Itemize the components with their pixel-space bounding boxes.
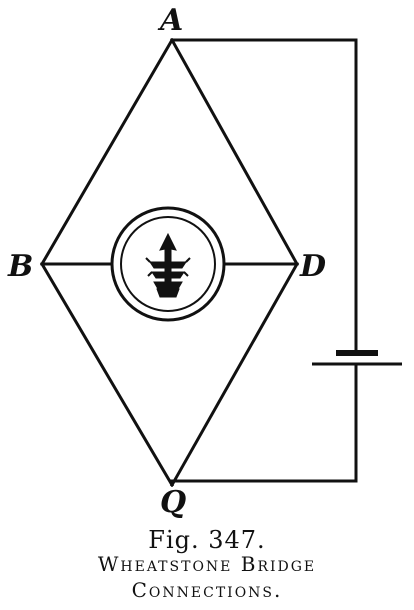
battery-wire-bottom: [172, 366, 356, 481]
caption-title-line-2: Connections.: [131, 578, 283, 602]
figure-number: Fig. 347.: [148, 526, 266, 554]
battery-icon: [312, 350, 402, 364]
node-label-right: D: [300, 249, 327, 284]
node-label-left: B: [8, 249, 34, 284]
caption-title-line-1: Wheatstone Bridge: [97, 552, 317, 576]
node-label-bottom: Q: [160, 485, 187, 520]
galvanometer-icon: [112, 208, 224, 320]
node-label-top: A: [160, 3, 184, 38]
